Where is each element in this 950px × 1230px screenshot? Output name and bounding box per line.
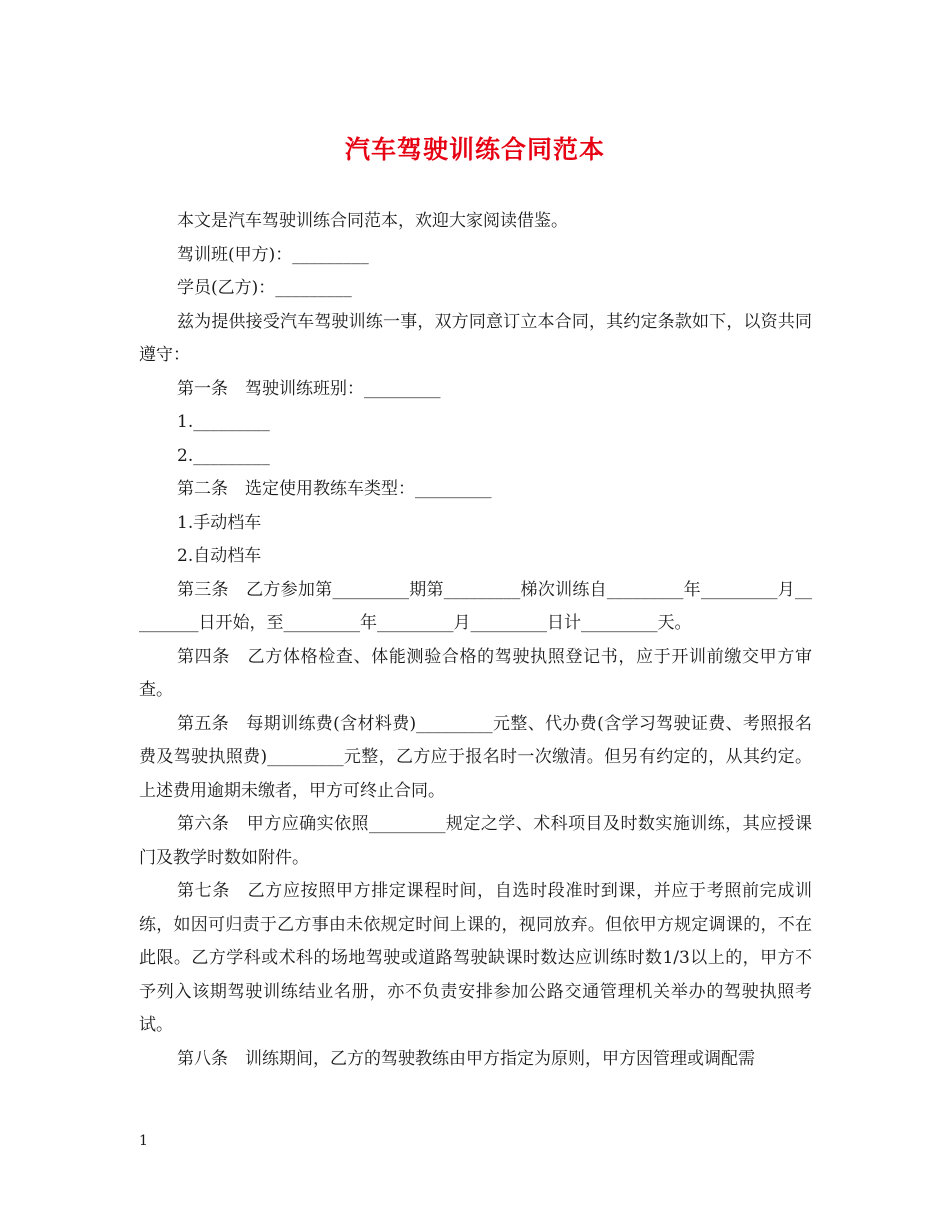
paragraph-article-4: 第四条 乙方体格检查、体能测验合格的驾驶执照登记书，应于开训前缴交甲方审查。 xyxy=(139,646,812,700)
paragraph-intro: 本文是汽车驾驶训练合同范本，欢迎大家阅读借鉴。 xyxy=(177,211,568,231)
paragraph-article-2-item-1: 1.手动档车 xyxy=(177,512,262,533)
page-number: 1 xyxy=(139,1133,148,1149)
paragraph-party-b: 学员(乙方)：_________ xyxy=(177,278,352,298)
paragraph-article-5: 第五条 每期训练费(含材料费)_________元整、代办费(含学习驾驶证费、考照报名费及驾驶执照费)_________元整，乙方应于报名时一次缴清。但另有约定的，从其约定。上述费用逾期未缴者，甲方可终止合同。 xyxy=(139,713,812,801)
document-title: 汽车驾驶训练合同范本 xyxy=(344,135,605,164)
paragraph-party-a: 驾训班(甲方)：_________ xyxy=(177,244,369,265)
paragraph-article-8: 第八条 训练期间，乙方的驾驶教练由甲方指定为原则，甲方因管理或调配需 xyxy=(177,1048,755,1069)
paragraph-article-7: 第七条 乙方应按照甲方排定课程时间，自选时段准时到课，并应于考照前完成训练，如因可归责于乙方事由未依规定时间上课的，视同放弃。但依甲方规定调课的，不在此限。乙方学科或术科的场地驾驶或道路驾驶缺课时数达应训练时数1/3以上的，甲方不予列入该期驾驶训练结业名册，亦不负责安排参加公路交通管理机关举办的驾驶执照考试。 xyxy=(139,881,812,1035)
paragraph-article-2: 第二条 选定使用教练车类型：_________ xyxy=(177,479,492,499)
paragraph-article-6: 第六条 甲方应确实依照_________规定之学、术科项目及时数实施训练，其应授课门及教学时数如附件。 xyxy=(139,814,812,868)
paragraph-article-1-item-1: 1._________ xyxy=(177,412,270,432)
paragraph-article-1: 第一条 驾驶训练班别：_________ xyxy=(177,378,441,399)
document-body xyxy=(139,205,812,1076)
paragraph-article-2-item-2: 2.自动档车 xyxy=(177,546,262,566)
paragraph-article-1-item-2: 2._________ xyxy=(177,445,270,466)
paragraph-article-3: 第三条 乙方参加第_________期第_________梯次训练自_________年_________月_________日开始，至_________年_________月_________日计_________天。 xyxy=(139,579,812,633)
paragraph-preamble: 兹为提供接受汽车驾驶训练一事，双方同意订立本合同，其约定条款如下，以资共同遵守： xyxy=(139,311,812,365)
